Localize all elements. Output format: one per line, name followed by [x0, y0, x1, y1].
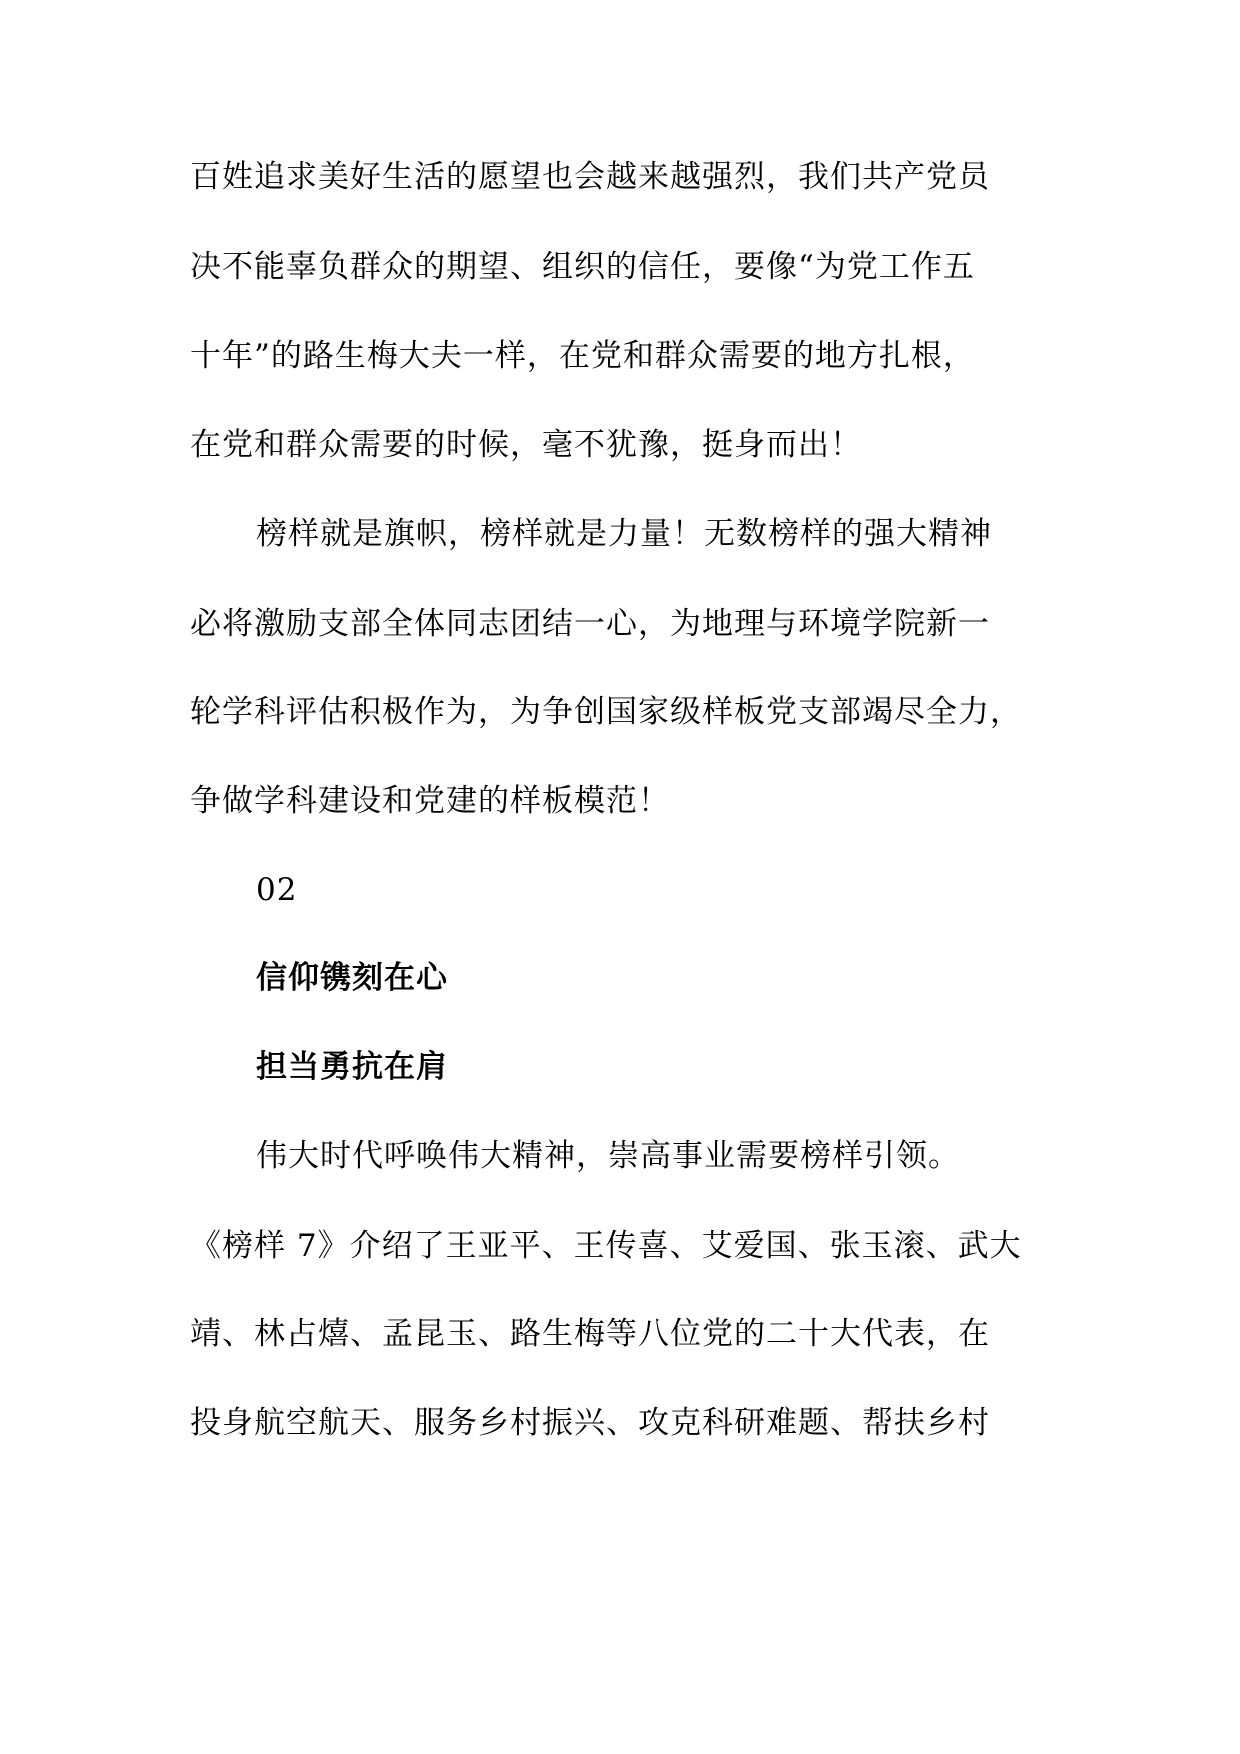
section-heading: 信仰镌刻在心 [256, 960, 448, 996]
paragraph-line: 榜样就是旗帜，榜样就是力量！无数榜样的强大精神 [256, 516, 992, 552]
paragraph-line: 必将激励支部全体同志团结一心，为地理与环境学院新一 [190, 606, 990, 642]
section-number: 02 [256, 872, 298, 908]
paragraph-line: 轮学科评估积极作为，为争创国家级样板党支部竭尽全力， [190, 694, 1022, 730]
paragraph-line: 伟大时代呼唤伟大精神，崇高事业需要榜样引领。 [256, 1138, 960, 1174]
paragraph-line: 十年”的路生梅大夫一样，在党和群众需要的地方扎根， [190, 338, 975, 374]
section-heading: 担当勇抗在肩 [256, 1049, 448, 1085]
paragraph-line: 《榜样 7》介绍了王亚平、王传喜、艾爱国、张玉滚、武大 [190, 1228, 1022, 1264]
paragraph-line: 争做学科建设和党建的样板模范！ [190, 783, 670, 819]
paragraph-line: 在党和群众需要的时候，毫不犹豫，挺身而出！ [190, 427, 862, 463]
paragraph-line: 百姓追求美好生活的愿望也会越来越强烈，我们共产党员 [190, 159, 990, 195]
paragraph-line: 投身航空航天、服务乡村振兴、攻克科研难题、帮扶乡村 [190, 1405, 990, 1441]
paragraph-line: 决不能辜负群众的期望、组织的信任，要像“为党工作五 [190, 249, 975, 285]
paragraph-line: 靖、林占熺、孟昆玉、路生梅等八位党的二十大代表，在 [190, 1316, 990, 1352]
